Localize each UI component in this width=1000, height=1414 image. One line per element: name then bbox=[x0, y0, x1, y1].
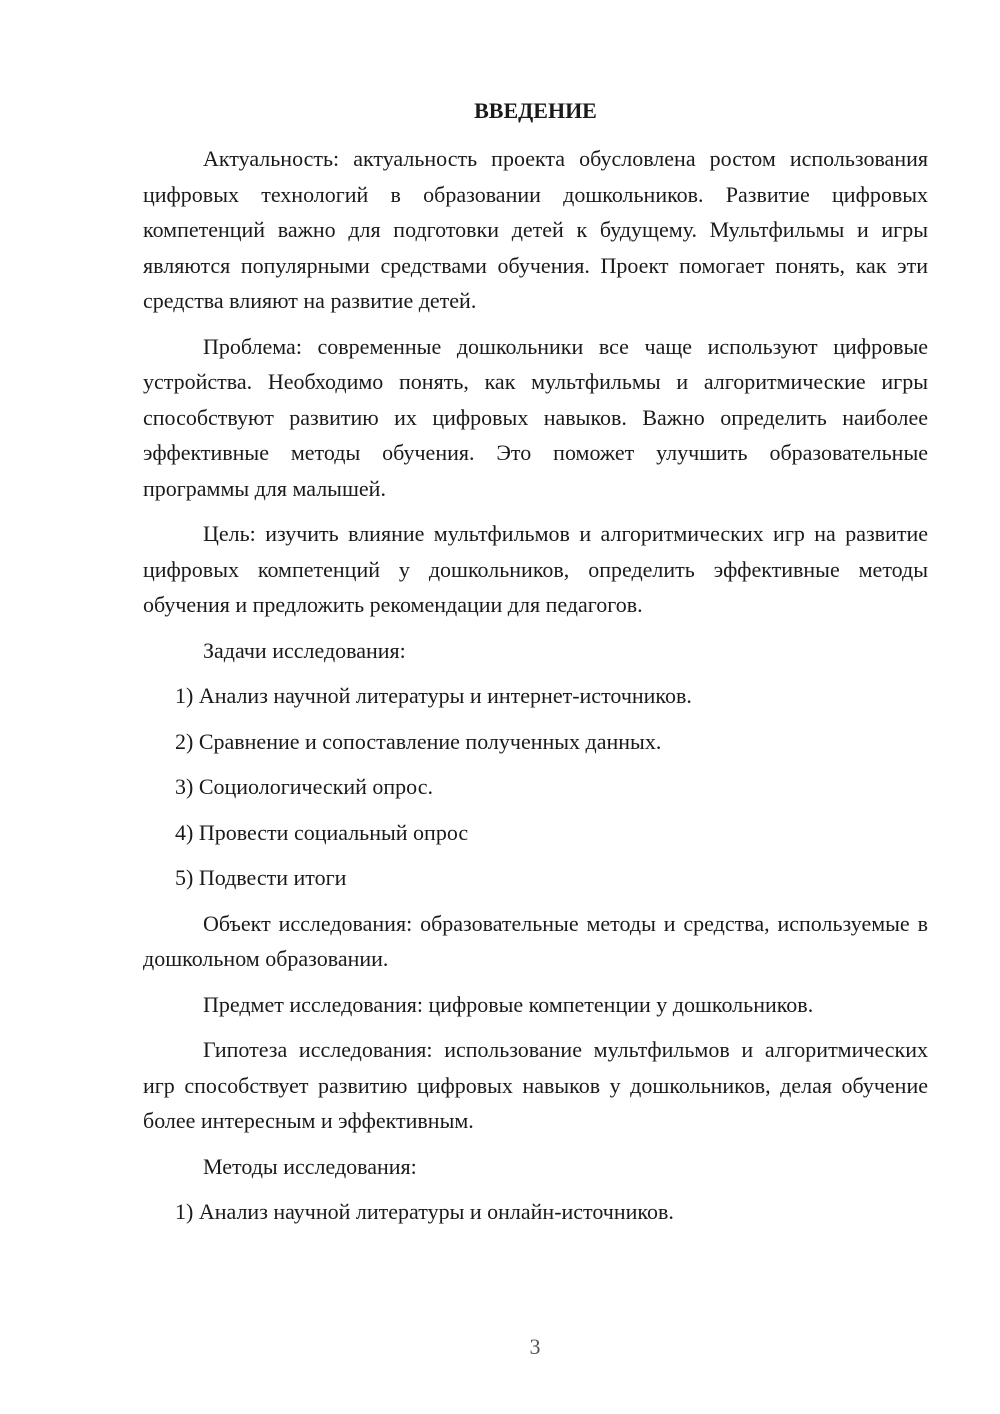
task-item-3: 3) Социологический опрос. bbox=[175, 774, 433, 799]
problem-paragraph: Проблема: современные дошкольники все чаще используют цифровые устройства. Необходимо понять, как мультфильмы и алгоритмические игры способствуют развитию их цифровых навыков. Важно определить наиболее эффективные методы обучения. Это поможет улучшить образовательные программы для малышей. bbox=[143, 333, 928, 501]
methods-heading: Методы исследования: bbox=[203, 1153, 417, 1179]
hypothesis-paragraph: Гипотеза исследования: использование мультфильмов и алгоритмических игр способствует развитию цифровых навыков у дошкольников, делая обучение более интересным и эффективным. bbox=[143, 1037, 928, 1133]
actuality-paragraph: Актуальность: актуальность проекта обусловлена ростом использования цифровых технологий в образовании дошкольников. Развитие цифровых компетенций важно для подготовки детей к будущему. Мультфильмы и игры являются популярными средствами обучения. Проект помогает понять, как эти средства влияют на развитие детей. bbox=[143, 146, 928, 313]
document-page bbox=[143, 94, 928, 1240]
subject-paragraph: Предмет исследования: цифровые компетенции у дошкольников. bbox=[203, 991, 814, 1017]
page-number: 3 bbox=[529, 1334, 541, 1359]
section-title: ВВЕДЕНИЕ bbox=[474, 98, 597, 123]
task-item-5: 5) Подвести итоги bbox=[175, 865, 347, 890]
task-item-4: 4) Провести социальный опрос bbox=[175, 819, 469, 845]
goal-paragraph: Цель: изучить влияние мультфильмов и алгоритмических игр на развитие цифровых компетенций у дошкольников, определить эффективные методы обучения и предложить рекомендации для педагогов. bbox=[143, 521, 928, 617]
task-item-1: 1) Анализ научной литературы и интернет-источников. bbox=[175, 683, 692, 708]
task-item-2: 2) Сравнение и сопоставление полученных данных. bbox=[175, 728, 662, 754]
tasks-heading: Задачи исследования: bbox=[203, 637, 406, 663]
method-item-1: 1) Анализ научной литературы и онлайн-источников. bbox=[175, 1199, 674, 1224]
object-paragraph: Объект исследования: образовательные методы и средства, используемые в дошкольном образовании. bbox=[143, 910, 928, 971]
